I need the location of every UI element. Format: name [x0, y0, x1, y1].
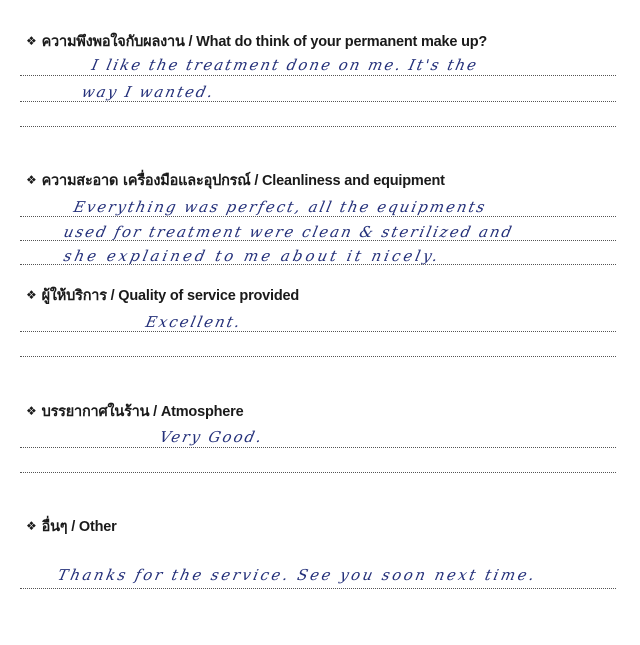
dotted-line [20, 472, 616, 473]
dotted-line [20, 447, 616, 448]
answer-line: Everything was perfect, all the equipments [72, 198, 489, 216]
question-english: / Other [67, 519, 117, 535]
diamond-bullet-icon: ❖ [26, 404, 37, 418]
question-satisfaction [26, 33, 618, 51]
question-heading [26, 172, 618, 190]
question-heading [26, 287, 618, 305]
question-service-quality [26, 287, 618, 305]
answer-line: Excellent. [144, 313, 244, 331]
question-english: / What do think of your permanent make up? [184, 34, 488, 50]
question-heading [26, 33, 618, 51]
answer-line: Very Good. [158, 428, 266, 446]
dotted-line [20, 356, 616, 357]
dotted-line [20, 216, 616, 217]
dotted-line [20, 331, 616, 332]
diamond-bullet-icon: ❖ [26, 519, 37, 533]
answer-line: I like the treatment done on me. It's the [90, 56, 481, 74]
dotted-line [20, 126, 616, 127]
answer-line: way I wanted. [80, 83, 217, 101]
question-heading [26, 518, 618, 536]
question-thai: อื่นๆ [41, 519, 68, 535]
diamond-bullet-icon: ❖ [26, 288, 37, 302]
question-thai: บรรยากาศในร้าน [41, 404, 150, 420]
question-other [26, 518, 618, 536]
answer-line: she explained to me about it nicely. [62, 247, 443, 265]
dotted-line [20, 588, 616, 589]
question-thai: ความพึงพอใจกับผลงาน [41, 34, 185, 50]
question-thai: ความสะอาด เครื่องมือและอุปกรณ์ [41, 173, 251, 189]
dotted-line [20, 240, 616, 241]
dotted-line [20, 75, 616, 76]
question-english: / Quality of service provided [106, 288, 300, 304]
diamond-bullet-icon: ❖ [26, 173, 37, 187]
dotted-line [20, 264, 616, 265]
dotted-line [20, 101, 616, 102]
question-atmosphere [26, 403, 618, 421]
question-english: / Atmosphere [149, 404, 244, 420]
answer-line: Thanks for the service. See you soon next time. [56, 566, 539, 584]
question-heading [26, 403, 618, 421]
question-cleanliness [26, 172, 618, 190]
diamond-bullet-icon: ❖ [26, 34, 37, 48]
answer-line: used for treatment were clean & sterilized and [62, 223, 516, 241]
question-english: / Cleanliness and equipment [250, 173, 445, 189]
question-thai: ผู้ให้บริการ [41, 288, 107, 304]
